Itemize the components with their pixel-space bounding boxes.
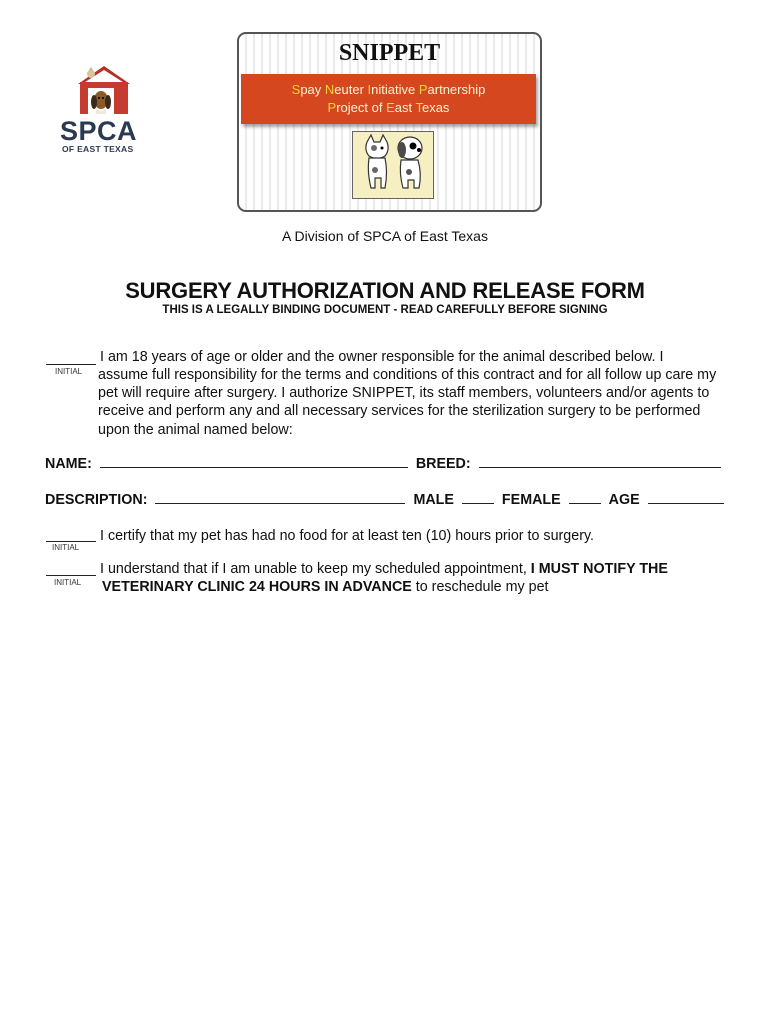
age-field[interactable] <box>648 491 724 504</box>
para3-line2 <box>102 578 549 596</box>
para3-line1 <box>100 560 668 578</box>
cat-dog-cartoon-icon <box>353 132 433 198</box>
para3-end: to reschedule my pet <box>411 579 549 595</box>
female-field[interactable] <box>569 491 601 504</box>
banner-cap: T <box>415 100 422 115</box>
para3-bold-1: I MUST NOTIFY THE <box>530 561 668 577</box>
snippet-title: SNIPPET <box>338 40 441 66</box>
banner-cap: P <box>418 82 428 97</box>
banner-word: artnership <box>427 82 486 97</box>
banner-cap: P <box>327 100 337 115</box>
female-label: FEMALE <box>501 492 561 508</box>
banner-word: nitiative <box>371 82 419 97</box>
breed-label: BREED: <box>415 456 471 472</box>
male-field[interactable] <box>462 491 494 504</box>
banner-cap: S <box>291 82 301 97</box>
description-row <box>45 491 724 508</box>
banner-line-1 <box>241 82 536 97</box>
banner-cap: E <box>386 100 395 115</box>
logo-main-text: SPCA <box>60 116 138 146</box>
initial-field-2[interactable] <box>46 541 96 542</box>
initial-label: INITIAL <box>55 367 83 376</box>
name-breed-row <box>45 455 721 472</box>
banner-word: ast <box>394 100 416 115</box>
description-label: DESCRIPTION: <box>45 492 148 508</box>
banner-cap: I <box>367 82 372 97</box>
male-label: MALE <box>413 492 454 508</box>
snippet-header-box <box>237 32 542 212</box>
form-subtitle: THIS IS A LEGALLY BINDING DOCUMENT - READ CAREFULLY BEFORE SIGNING <box>162 304 608 316</box>
banner-word: euter <box>334 82 368 97</box>
age-label: AGE <box>608 492 640 508</box>
para2-text: I certify that my pet has had no food for at least ten (10) hours prior to surgery. <box>100 528 595 544</box>
banner-word: exas <box>421 100 450 115</box>
initial-field-3[interactable] <box>46 575 96 576</box>
para3-bold-2: VETERINARY CLINIC 24 HOURS IN ADVANCE <box>102 579 412 595</box>
breed-field[interactable] <box>479 455 721 468</box>
banner-word: pay <box>300 82 325 97</box>
division-text: A Division of SPCA of East Texas <box>282 228 488 244</box>
cat-dog-cartoon <box>352 131 434 199</box>
name-field[interactable] <box>100 455 408 468</box>
initial-label: INITIAL <box>54 578 82 587</box>
initial-label: INITIAL <box>52 543 80 552</box>
snippet-banner <box>241 74 536 124</box>
para1-first-line: I am 18 years of age or older and the owner responsible for the animal described below. I <box>100 349 664 365</box>
description-field[interactable] <box>155 491 405 504</box>
para3-start: I understand that if I am unable to keep my scheduled appointment, <box>100 561 531 577</box>
initial-field-1[interactable] <box>46 364 96 365</box>
para1-body: assume full responsibility for the terms and conditions of this contract and for all follow up care my pet will require after surgery. I authorize SNIPPET, its staff members, volunteers and/or agents to receive and perform any and all necessary services for the sterilization surgery to be performed upon the animal named below: <box>98 367 717 438</box>
banner-cap: N <box>324 82 335 97</box>
spca-logo <box>58 64 168 154</box>
logo-sub-text: OF EAST TEXAS <box>62 144 134 154</box>
form-title: SURGERY AUTHORIZATION AND RELEASE FORM <box>125 278 645 303</box>
banner-word: roject of <box>336 100 387 115</box>
banner-line-2 <box>241 100 536 115</box>
name-label: NAME: <box>45 456 92 472</box>
